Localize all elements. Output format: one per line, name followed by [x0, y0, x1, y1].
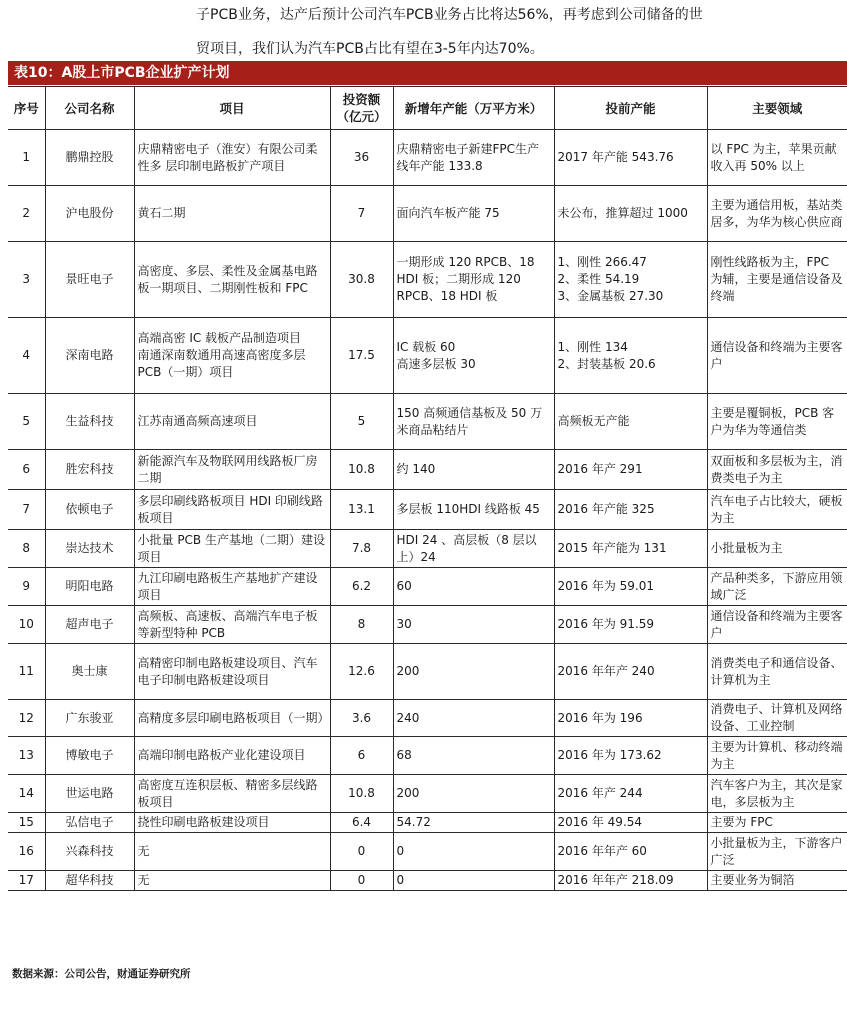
cell-new-capacity: 68 [393, 737, 554, 775]
table-row [8, 318, 847, 394]
cell-company: 依顿电子 [45, 490, 134, 530]
cell-field: 通信设备和终端为主要客户 [707, 318, 847, 394]
cell-prior-capacity: 2016 年产 291 [554, 450, 707, 490]
cell-field: 汽车客户为主，其次是家电，多层板为主 [707, 775, 847, 813]
cell-investment: 36 [330, 130, 393, 186]
cell-idx: 16 [8, 833, 45, 871]
cell-field: 以 FPC 为主，苹果贡献收入再 50% 以上 [707, 130, 847, 186]
cell-project: 黄石二期 [134, 186, 330, 242]
cell-field: 通信设备和终端为主要客户 [707, 606, 847, 644]
cell-prior-capacity: 2016 年为 59.01 [554, 568, 707, 606]
cell-company: 兴森科技 [45, 833, 134, 871]
cell-company: 明阳电路 [45, 568, 134, 606]
cell-prior-capacity: 2016 年产 244 [554, 775, 707, 813]
cell-idx: 17 [8, 871, 45, 891]
cell-prior-capacity: 2015 年产能为 131 [554, 530, 707, 568]
cell-field: 主要是覆铜板，PCB 客户为华为等通信类 [707, 394, 847, 450]
cell-new-capacity: 30 [393, 606, 554, 644]
cell-company: 崇达技术 [45, 530, 134, 568]
cell-field: 刚性线路板为主，FPC 为辅，主要是通信设备及终端 [707, 242, 847, 318]
table-row [8, 871, 847, 891]
cell-company: 弘信电子 [45, 813, 134, 833]
cell-investment: 7.8 [330, 530, 393, 568]
cell-new-capacity: 54.72 [393, 813, 554, 833]
cell-field: 主要业务为铜箔 [707, 871, 847, 891]
table-row [8, 242, 847, 318]
cell-field: 主要为 FPC [707, 813, 847, 833]
cell-prior-capacity: 2016 年为 196 [554, 700, 707, 737]
cell-company: 鹏鼎控股 [45, 130, 134, 186]
cell-company: 沪电股份 [45, 186, 134, 242]
header-idx: 序号 [8, 87, 45, 130]
cell-project: 江苏南通高频高速项目 [134, 394, 330, 450]
table-row [8, 775, 847, 813]
cell-idx: 11 [8, 644, 45, 700]
cell-project: 小批量 PCB 生产基地（二期）建设项目 [134, 530, 330, 568]
cell-company: 世运电路 [45, 775, 134, 813]
intro-line-1: 子PCB业务，达产后预计公司汽车PCB业务占比将达56%，再考虑到公司储备的世 [196, 7, 703, 23]
cell-project: 高端印制电路板产业化建设项目 [134, 737, 330, 775]
cell-field: 消费类电子和通信设备、计算机为主 [707, 644, 847, 700]
table-row [8, 606, 847, 644]
cell-new-capacity: 240 [393, 700, 554, 737]
cell-project: 多层印刷线路板项目 HDI 印刷线路板项目 [134, 490, 330, 530]
cell-company: 奥士康 [45, 644, 134, 700]
cell-prior-capacity: 2016 年年产 240 [554, 644, 707, 700]
cell-field: 小批量板为主 [707, 530, 847, 568]
cell-prior-capacity: 2017 年产能 543.76 [554, 130, 707, 186]
cell-company: 深南电路 [45, 318, 134, 394]
source-note: 数据来源：公司公告，财通证券研究所 [12, 968, 191, 980]
table-row [8, 530, 847, 568]
cell-field: 小批量板为主，下游客户广泛 [707, 833, 847, 871]
cell-company: 博敏电子 [45, 737, 134, 775]
table-title: 表10：A股上市PCB企业扩产计划 [8, 61, 847, 85]
cell-project: 高端高密 IC 载板产品制造项目 南通深南数通用高速高密度多层 PCB（一期）项目 [134, 318, 330, 394]
intro-paragraph [196, 0, 836, 65]
cell-prior-capacity: 2016 年为 173.62 [554, 737, 707, 775]
header-investment: 投资额（亿元） [330, 87, 393, 130]
cell-new-capacity: 庆鼎精密电子新建FPC生产线年产能 133.8 [393, 130, 554, 186]
cell-prior-capacity: 未公布，推算超过 1000 [554, 186, 707, 242]
table-row [8, 394, 847, 450]
table-row [8, 700, 847, 737]
cell-investment: 13.1 [330, 490, 393, 530]
cell-idx: 8 [8, 530, 45, 568]
cell-investment: 0 [330, 871, 393, 891]
table-row [8, 186, 847, 242]
cell-new-capacity: 一期形成 120 RPCB、18 HDI 板；二期形成 120 RPCB、18 HDI 板 [393, 242, 554, 318]
cell-prior-capacity: 1、刚性 134 2、封装基板 20.6 [554, 318, 707, 394]
cell-project: 高精密印制电路板建设项目、汽车电子印制电路板建设项目 [134, 644, 330, 700]
cell-prior-capacity: 高频板无产能 [554, 394, 707, 450]
cell-investment: 6 [330, 737, 393, 775]
header-project: 项目 [134, 87, 330, 130]
cell-project: 无 [134, 871, 330, 891]
cell-investment: 7 [330, 186, 393, 242]
cell-new-capacity: 200 [393, 775, 554, 813]
header-company: 公司名称 [45, 87, 134, 130]
cell-idx: 3 [8, 242, 45, 318]
cell-company: 超声电子 [45, 606, 134, 644]
cell-new-capacity: 多层板 110HDI 线路板 45 [393, 490, 554, 530]
header-new-capacity: 新增年产能（万平方米） [393, 87, 554, 130]
header-prior-capacity: 投前产能 [554, 87, 707, 130]
cell-idx: 7 [8, 490, 45, 530]
cell-project: 庆鼎精密电子（淮安）有限公司柔性多 层印制电路板扩产项目 [134, 130, 330, 186]
cell-investment: 6.4 [330, 813, 393, 833]
cell-idx: 5 [8, 394, 45, 450]
cell-new-capacity: 150 高频通信基板及 50 万米商品粘结片 [393, 394, 554, 450]
cell-project: 无 [134, 833, 330, 871]
cell-project: 挠性印刷电路板建设项目 [134, 813, 330, 833]
table-row [8, 737, 847, 775]
cell-idx: 13 [8, 737, 45, 775]
cell-idx: 1 [8, 130, 45, 186]
table-header-row [8, 87, 847, 130]
cell-project: 高频板、高速板、高端汽车电子板等新型特种 PCB [134, 606, 330, 644]
cell-prior-capacity: 1、刚性 266.47 2、柔性 54.19 3、金属基板 27.30 [554, 242, 707, 318]
pcb-expansion-table [8, 86, 847, 891]
cell-field: 主要为计算机、移动终端为主 [707, 737, 847, 775]
cell-prior-capacity: 2016 年产能 325 [554, 490, 707, 530]
cell-company: 胜宏科技 [45, 450, 134, 490]
cell-project: 高密度互连积层板、精密多层线路板项目 [134, 775, 330, 813]
cell-idx: 4 [8, 318, 45, 394]
cell-prior-capacity: 2016 年 49.54 [554, 813, 707, 833]
cell-new-capacity: IC 载板 60 高速多层板 30 [393, 318, 554, 394]
cell-idx: 10 [8, 606, 45, 644]
cell-project: 高密度、多层、柔性及金属基电路板一期项目、二期刚性板和 FPC [134, 242, 330, 318]
cell-project: 新能源汽车及物联网用线路板厂房二期 [134, 450, 330, 490]
cell-new-capacity: 0 [393, 871, 554, 891]
cell-new-capacity: 约 140 [393, 450, 554, 490]
table-row [8, 813, 847, 833]
cell-new-capacity: HDI 24 、高层板（8 层以上）24 [393, 530, 554, 568]
cell-field: 消费电子、计算机及网络设备、工业控制 [707, 700, 847, 737]
cell-idx: 2 [8, 186, 45, 242]
cell-company: 广东骏亚 [45, 700, 134, 737]
cell-new-capacity: 200 [393, 644, 554, 700]
intro-line-2: 贸项目，我们认为汽车PCB占比有望在3-5年内达70%。 [196, 41, 544, 57]
cell-investment: 8 [330, 606, 393, 644]
table-row [8, 450, 847, 490]
cell-investment: 10.8 [330, 775, 393, 813]
table-row [8, 644, 847, 700]
cell-field: 主要为通信用板，基站类居多，为华为核心供应商 [707, 186, 847, 242]
cell-investment: 12.6 [330, 644, 393, 700]
cell-company: 生益科技 [45, 394, 134, 450]
cell-idx: 9 [8, 568, 45, 606]
cell-investment: 5 [330, 394, 393, 450]
cell-new-capacity: 60 [393, 568, 554, 606]
cell-company: 超华科技 [45, 871, 134, 891]
table-row [8, 568, 847, 606]
cell-field: 汽车电子占比较大，硬板为主 [707, 490, 847, 530]
cell-project: 高精度多层印刷电路板项目（一期） [134, 700, 330, 737]
cell-company: 景旺电子 [45, 242, 134, 318]
table-row [8, 130, 847, 186]
cell-idx: 14 [8, 775, 45, 813]
cell-new-capacity: 面向汽车板产能 75 [393, 186, 554, 242]
cell-investment: 30.8 [330, 242, 393, 318]
cell-investment: 10.8 [330, 450, 393, 490]
header-field: 主要领域 [707, 87, 847, 130]
cell-field: 双面板和多层板为主，消费类电子为主 [707, 450, 847, 490]
cell-field: 产品种类多，下游应用领域广泛 [707, 568, 847, 606]
cell-investment: 17.5 [330, 318, 393, 394]
cell-prior-capacity: 2016 年为 91.59 [554, 606, 707, 644]
cell-investment: 3.6 [330, 700, 393, 737]
cell-prior-capacity: 2016 年年产 60 [554, 833, 707, 871]
cell-investment: 0 [330, 833, 393, 871]
cell-prior-capacity: 2016 年年产 218.09 [554, 871, 707, 891]
cell-new-capacity: 0 [393, 833, 554, 871]
cell-idx: 15 [8, 813, 45, 833]
table-row [8, 490, 847, 530]
cell-project: 九江印刷电路板生产基地扩产建设项目 [134, 568, 330, 606]
table-row [8, 833, 847, 871]
cell-idx: 12 [8, 700, 45, 737]
cell-idx: 6 [8, 450, 45, 490]
cell-investment: 6.2 [330, 568, 393, 606]
